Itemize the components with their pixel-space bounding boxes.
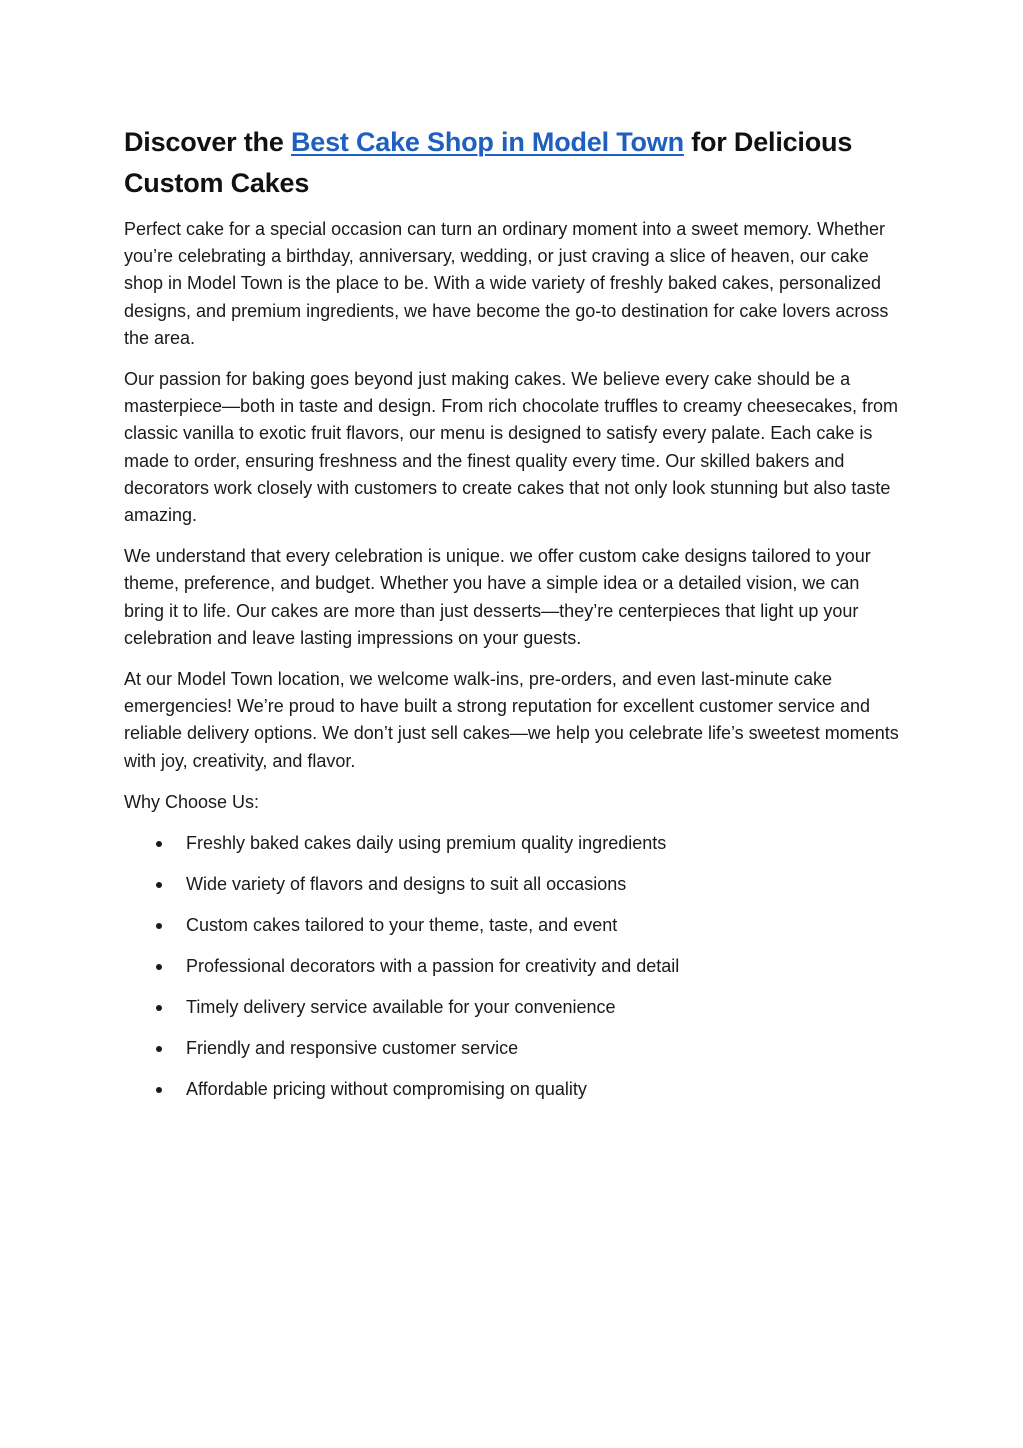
list-item <box>124 1076 904 1103</box>
document-page <box>124 122 904 1117</box>
list-item <box>124 953 904 980</box>
list-item-text: Professional decorators with a passion for creativity and detail <box>186 956 680 977</box>
list-item-text: Custom cakes tailored to your theme, taste, and event <box>186 915 618 936</box>
bullet-icon <box>156 1046 162 1052</box>
page-title <box>124 122 904 204</box>
list-item <box>124 830 904 857</box>
best-cake-shop-link[interactable]: Best Cake Shop in Model Town <box>290 127 684 157</box>
list-item <box>124 871 904 898</box>
list-item-text: Affordable pricing without compromising on quality <box>186 1079 587 1100</box>
list-item-text: Wide variety of flavors and designs to suit all occasions <box>186 874 627 895</box>
list-item <box>124 1035 904 1062</box>
bullet-icon <box>156 841 162 847</box>
bullet-icon <box>156 964 162 970</box>
bullet-icon <box>156 1005 162 1011</box>
celebration-paragraph: We understand that every celebration is unique. we offer custom cake designs tailored to your theme, preference, and budget. Whether you have a simple idea or a detailed vision, we can bring it to life. Our cakes are more than just desserts—they’re centerpieces that light up your celebration and leave lasting impressions on your guests. <box>124 546 871 648</box>
why-choose-list <box>124 830 904 1103</box>
intro-paragraph: Perfect cake for a special occasion can turn an ordinary moment into a sweet memory. Whether you’re celebrating a birthday, anniversary, wedding, or just craving a slice of heaven, our cake shop in Model Town is the place to be. With a wide variety of freshly baked cakes, personalized designs, and premium ingredients, we have become the go-to destination for cake lovers across the area. <box>124 219 889 348</box>
bullet-icon <box>156 923 162 929</box>
title-suffix: for Delicious Custom Cakes <box>124 127 853 198</box>
list-item <box>124 994 904 1021</box>
list-item-text: Freshly baked cakes daily using premium quality ingredients <box>186 833 667 854</box>
bullet-icon <box>156 882 162 888</box>
list-item <box>124 912 904 939</box>
list-item-text: Friendly and responsive customer service <box>186 1038 519 1059</box>
bullet-icon <box>156 1087 162 1093</box>
why-choose-label: Why Choose Us: <box>124 791 260 812</box>
passion-paragraph: Our passion for baking goes beyond just making cakes. We believe every cake should be a masterpiece—both in taste and design. From rich chocolate truffles to creamy cheesecakes, from classic vanilla to exotic fruit flavors, our menu is designed to satisfy every palate. Each cake is made to order, ensuring freshness and the finest quality every time. Our skilled bakers and decorators work closely with customers to create cakes that not only look stunning but also taste amazing. <box>124 369 899 526</box>
title-prefix: Discover the <box>124 127 291 157</box>
location-paragraph: At our Model Town location, we welcome walk-ins, pre-orders, and even last-minute cake emergencies! We’re proud to have built a strong reputation for excellent customer service and reliable delivery options. We don’t just sell cakes—we help you celebrate life’s sweetest moments with joy, creativity, and flavor. <box>124 669 899 771</box>
list-item-text: Timely delivery service available for your convenience <box>186 997 616 1018</box>
